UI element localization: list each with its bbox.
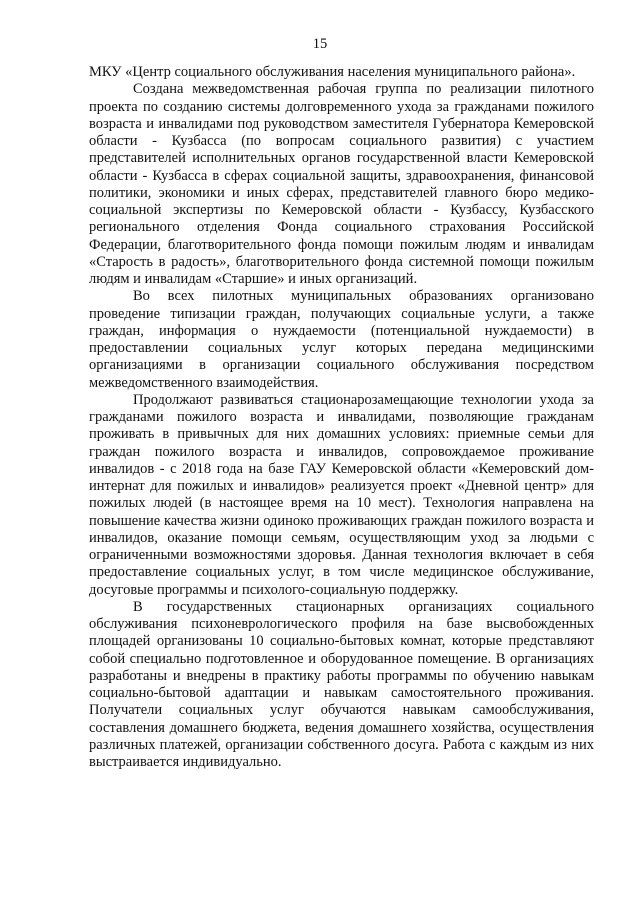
paragraph-1: МКУ «Центр социального обслуживания населения муниципального района».	[89, 64, 576, 80]
page-number: 15	[312, 36, 328, 52]
page-body	[89, 64, 594, 771]
paragraph-2: Создана межведомственная рабочая группа по реализации пилотного проекта по созданию системы долговременного ухода за гражданами пожилого возраста и инвалидами под руководством заместителя Губернатора Кемеровской области - Кузбасса (по вопросам социального развития) с участием представителей исполнительных органов государственной власти Кемеровской области - Кузбасса в сферах социальной защиты, здравоохранения, финансовой политики, экономики и иных сферах, представителей главного бюро медико-социальной экспертизы по Кемеровской области - Кузбассу, Кузбасского регионального отделения Фонда социального страхования Российской Федерации, благотворительного фонда помощи пожилым людям и инвалидам «Старость в радость», благотворительного фонда системной помощи пожилым людям и инвалидам «Старшие» и иных организаций.	[89, 81, 594, 287]
paragraph-4: Продолжают развиваться стационарозамещающие технологии ухода за гражданами пожилого возраста и инвалидами, позволяющие гражданам проживать в привычных для них домашних условиях: приемные семьи для граждан пожилого возраста и инвалидов, сопровождаемое проживание инвалидов - с 2018 года на базе ГАУ Кемеровской области «Кемеровский дом-интернат для пожилых и инвалидов» реализуется проект «Дневной центр» для пожилых людей (в настоящее время на 10 мест). Технология направлена на повышение качества жизни одиноко проживающих граждан пожилого возраста и инвалидов, оказание помощи семьям, осуществляющим уход за людьми с ограниченными возможностями здоровья. Данная технология включает в себя предоставление социальных услуг, в том числе медицинское обслуживание, досуговые программы и психолого-социальную поддержку.	[89, 391, 594, 598]
paragraph-3: Во всех пилотных муниципальных образованиях организовано проведение типизации граждан, получающих социальные услуги, а также граждан, информация о нуждаемости (потенциальной нуждаемости) в предоставлении социальных услуг которых передана медицинскими организациями в организации социального обслуживания посредством межведомственного взаимодействия.	[89, 288, 594, 391]
paragraph-5: В государственных стационарных организациях социального обслуживания психоневрологического профиля на базе высвобожденных площадей организованы 10 социально-бытовых комнат, которые представляют собой специально подготовленное и оборудованное помещение. В организациях разработаны и внедрены в практику работы программы по обучению навыкам социально-бытовой адаптации и навыкам самостоятельного проживания. Получатели социальных услуг обучаются навыкам самообслуживания, составления домашнего бюджета, ведения домашнего хозяйства, осуществления различных платежей, организации собственного досуга. Работа с каждым из них выстраивается индивидуально.	[89, 598, 594, 770]
